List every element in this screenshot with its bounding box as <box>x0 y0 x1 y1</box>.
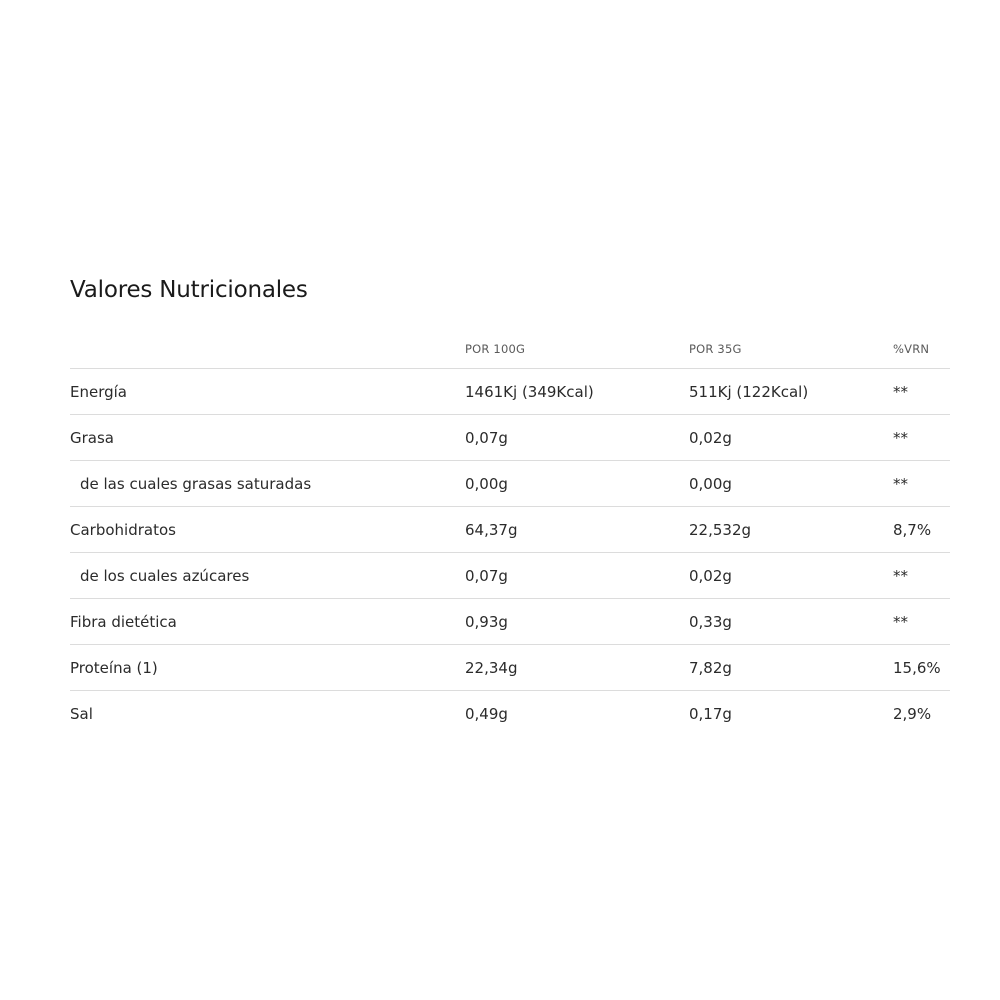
value-per-35g: 0,17g <box>689 704 732 723</box>
value-vrn: ** <box>893 461 950 507</box>
nutrient-label: de los cuales azúcares <box>70 553 465 599</box>
table-row <box>70 507 950 553</box>
value-per-100g: 0,07g <box>465 415 689 461</box>
nutrition-title: Valores Nutricionales <box>70 277 308 303</box>
table-row <box>70 691 950 737</box>
nutrient-label: Grasa <box>70 415 465 461</box>
table-row <box>70 599 950 645</box>
value-per-100g: 0,07g <box>465 553 689 599</box>
header-vrn: %VRN <box>893 330 950 369</box>
value-per-35g: 0,02g <box>689 415 893 461</box>
nutrient-label: Energía <box>70 369 465 415</box>
value-per-100g: 22,34g <box>465 645 689 691</box>
value-per-35g: 511Kj (122Kcal) <box>689 369 893 415</box>
value-per-100g: 0,00g <box>465 461 689 507</box>
table-row <box>70 645 950 691</box>
value-vrn: ** <box>893 369 950 415</box>
table-row <box>70 369 950 415</box>
header-nutrient <box>70 330 465 369</box>
nutrition-table <box>70 330 950 736</box>
table-row <box>70 415 950 461</box>
value-vrn: ** <box>893 415 950 461</box>
value-per-35g: 0,33g <box>689 599 893 645</box>
value-per-100g: 0,49g <box>465 704 508 723</box>
value-per-35g: 22,532g <box>689 507 893 553</box>
value-per-35g: 7,82g <box>689 645 893 691</box>
value-vrn: ** <box>893 553 950 599</box>
table-row <box>70 461 950 507</box>
table-row <box>70 553 950 599</box>
value-per-35g: 0,02g <box>689 553 893 599</box>
value-vrn: 15,6% <box>893 645 950 691</box>
value-vrn: 2,9% <box>893 704 932 723</box>
value-per-100g: 0,93g <box>465 599 689 645</box>
value-per-100g: 1461Kj (349Kcal) <box>465 369 689 415</box>
nutrient-label: Fibra dietética <box>70 599 465 645</box>
value-vrn: ** <box>893 599 950 645</box>
nutrient-label: de las cuales grasas saturadas <box>70 461 465 507</box>
value-per-35g: 0,00g <box>689 461 893 507</box>
nutrition-panel <box>70 272 950 736</box>
nutrient-label: Proteína (1) <box>70 645 465 691</box>
header-per-35g: POR 35G <box>689 330 893 369</box>
header-per-100g: POR 100G <box>465 330 689 369</box>
table-header-row <box>70 330 950 369</box>
nutrient-label: Carbohidratos <box>70 507 465 553</box>
value-per-100g: 64,37g <box>465 507 689 553</box>
value-vrn: 8,7% <box>893 507 950 553</box>
nutrient-label: Sal <box>70 704 93 723</box>
